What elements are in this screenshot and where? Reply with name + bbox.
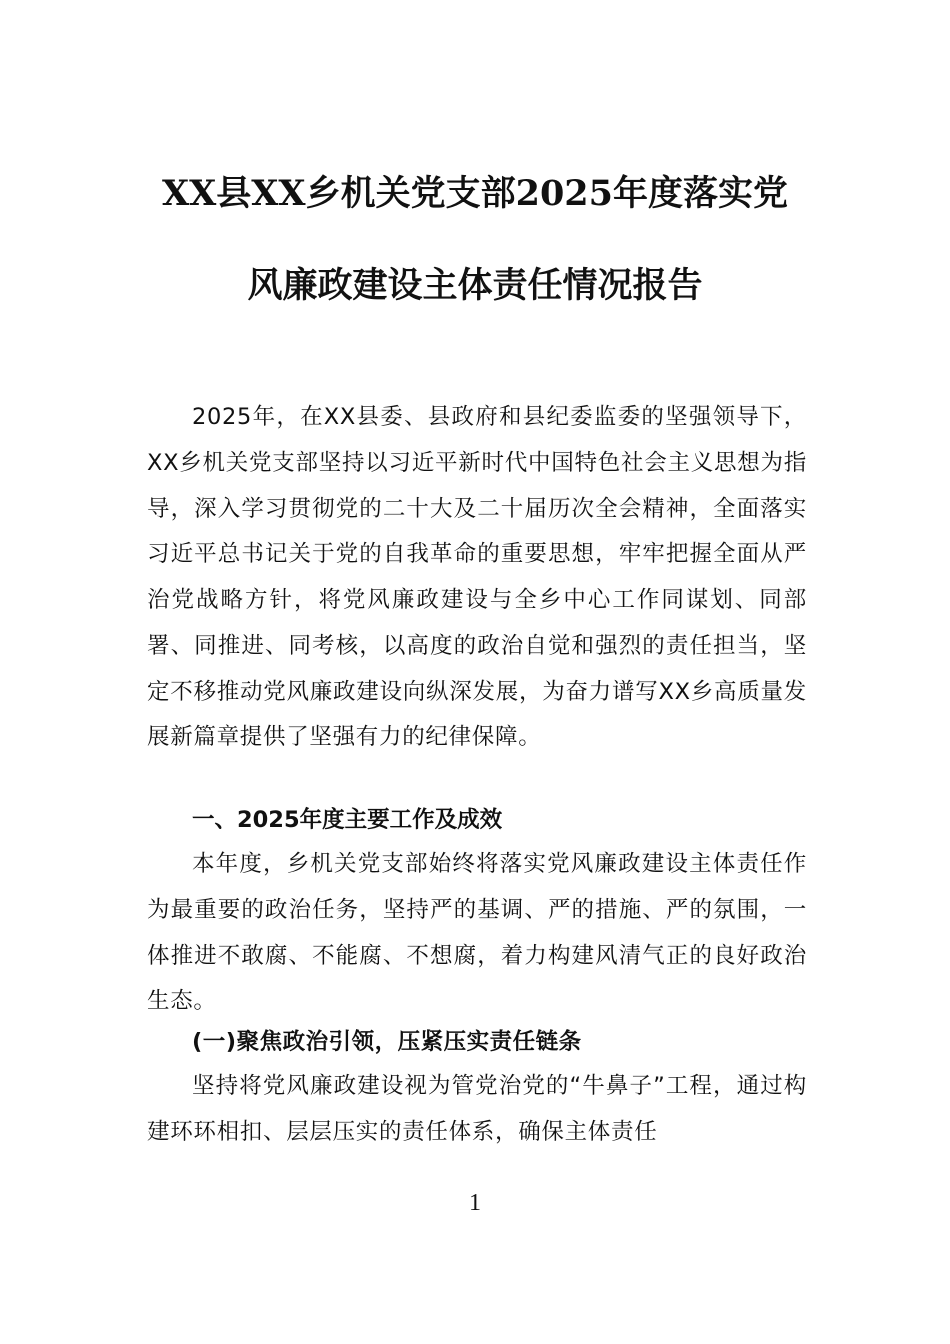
intro-paragraph: 2025年，在XX县委、县政府和县纪委监委的坚强领导下，XX乡机关党支部坚持以习近平新时代中国特色社会主义思想为指导，深入学习贯彻党的二十大及二十届历次全会精神，全面落实习近平总书记关于党的自我革命的重要思想，牢牢把握全面从严治党战略方针，将党风廉政建设与全乡中心工作同谋划、同部署、同推进、同考核，以高度的政治自觉和强烈的责任担当，坚定不移推动党风廉政建设向纵深发展，为奋力谱写XX乡高质量发展新篇章提供了坚强有力的纪律保障。 <box>147 404 807 751</box>
section-1-paragraph: 本年度，乡机关党支部始终将落实党风廉政建设主体责任作为最重要的政治任务，坚持严的基调、严的措施、严的氛围，一体推进不敢腐、不能腐、不想腐，着力构建风清气正的良好政治生态。 <box>147 851 807 1015</box>
section-heading-1: 一、2025年度主要工作及成效 <box>192 807 503 833</box>
document-title-line-1: XX县XX乡机关党支部2025年度落实党 <box>161 173 789 214</box>
subsection-heading-1: (一)聚焦政治引领，压紧压实责任链条 <box>192 1029 582 1055</box>
page-number: 1 <box>469 1190 481 1216</box>
subsection-1-paragraph: 坚持将党风廉政建设视为管党治党的“牛鼻子”工程，通过构建环环相扣、层层压实的责任体系，确保主体责任 <box>147 1073 807 1145</box>
document-title-line-2: 风廉政建设主体责任情况报告 <box>247 265 703 306</box>
